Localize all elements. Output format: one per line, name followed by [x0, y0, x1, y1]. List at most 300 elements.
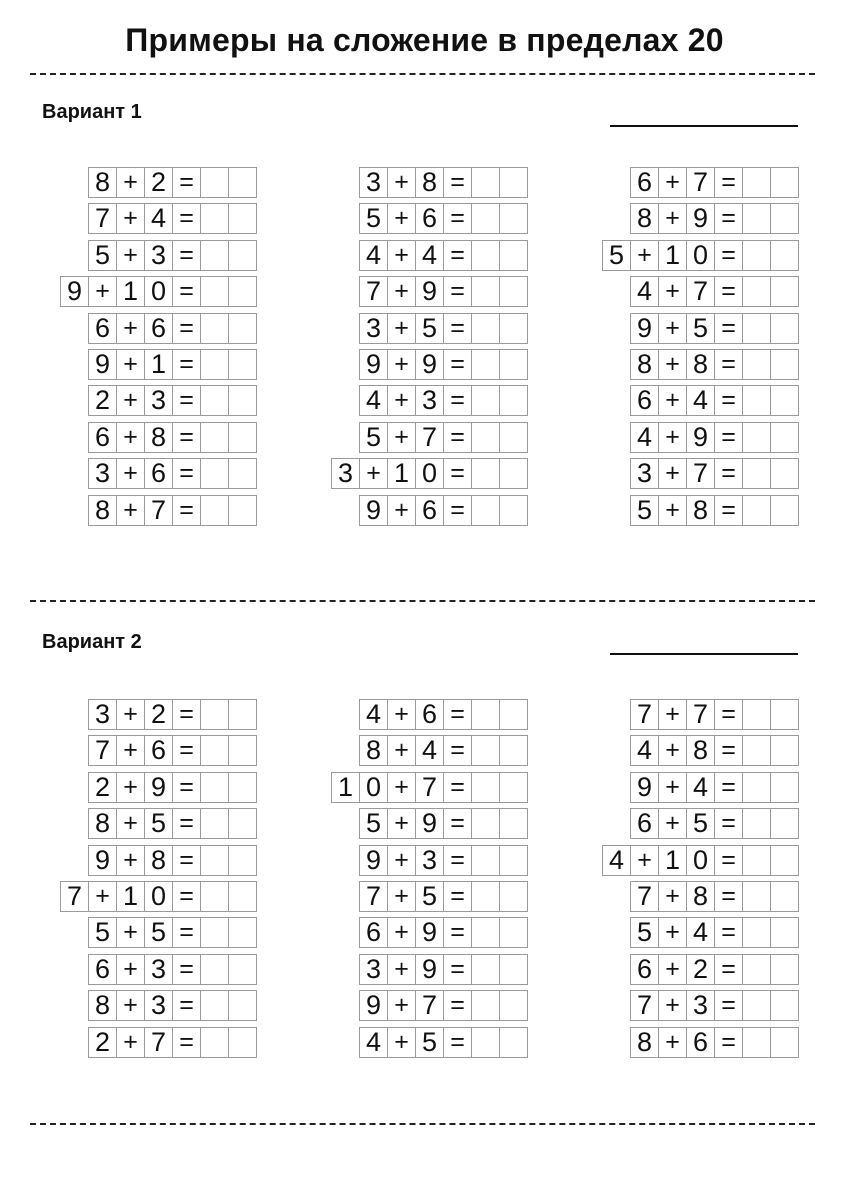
- answer-box[interactable]: [200, 735, 229, 766]
- plus-sign-cell: +: [630, 845, 659, 876]
- digit-cell: 5: [144, 917, 173, 948]
- digit-cell: 3: [144, 385, 173, 416]
- answer-box[interactable]: [200, 349, 229, 380]
- plus-sign-cell: +: [658, 917, 687, 948]
- digit-cell: 3: [359, 313, 388, 344]
- exercise-row: [630, 495, 799, 526]
- answer-box[interactable]: [471, 1027, 500, 1058]
- answer-box[interactable]: [200, 167, 229, 198]
- plus-sign-cell: +: [116, 385, 145, 416]
- equals-sign-cell: =: [172, 954, 201, 985]
- exercise-row: [359, 495, 528, 526]
- answer-box[interactable]: [471, 917, 500, 948]
- digit-cell: 2: [88, 772, 117, 803]
- digit-cell: 4: [359, 385, 388, 416]
- answer-box[interactable]: [499, 990, 528, 1021]
- exercise-row: [630, 276, 799, 307]
- answer-box[interactable]: [770, 1027, 799, 1058]
- digit-cell: 4: [359, 1027, 388, 1058]
- answer-box[interactable]: [770, 954, 799, 985]
- answer-box[interactable]: [499, 495, 528, 526]
- digit-cell: 2: [144, 699, 173, 730]
- answer-box[interactable]: [770, 349, 799, 380]
- answer-box[interactable]: [228, 881, 257, 912]
- digit-cell: 7: [630, 699, 659, 730]
- answer-box[interactable]: [228, 240, 257, 271]
- exercise-row: [359, 808, 528, 839]
- exercise-row: [60, 276, 257, 307]
- digit-cell: 4: [359, 699, 388, 730]
- digit-cell: 3: [686, 990, 715, 1021]
- digit-cell: 5: [359, 808, 388, 839]
- equals-sign-cell: =: [172, 881, 201, 912]
- answer-box[interactable]: [228, 203, 257, 234]
- answer-box[interactable]: [200, 990, 229, 1021]
- digit-cell: 3: [88, 699, 117, 730]
- plus-sign-cell: +: [658, 1027, 687, 1058]
- equals-sign-cell: =: [443, 167, 472, 198]
- answer-box[interactable]: [228, 917, 257, 948]
- answer-box[interactable]: [228, 458, 257, 489]
- equals-sign-cell: =: [172, 240, 201, 271]
- exercise-row: [359, 954, 528, 985]
- answer-box[interactable]: [770, 458, 799, 489]
- digit-cell: 5: [144, 808, 173, 839]
- answer-box[interactable]: [742, 313, 771, 344]
- equals-sign-cell: =: [443, 881, 472, 912]
- exercise-row: [359, 699, 528, 730]
- equals-sign-cell: =: [443, 845, 472, 876]
- digit-cell: 3: [144, 240, 173, 271]
- digit-cell: 6: [630, 385, 659, 416]
- exercise-row: [88, 808, 257, 839]
- exercise-row: [630, 699, 799, 730]
- equals-sign-cell: =: [443, 699, 472, 730]
- answer-box[interactable]: [228, 422, 257, 453]
- exercise-row: [630, 990, 799, 1021]
- digit-cell: 6: [415, 699, 444, 730]
- answer-box[interactable]: [499, 881, 528, 912]
- exercise-row: [88, 917, 257, 948]
- digit-cell: 7: [686, 167, 715, 198]
- answer-box[interactable]: [200, 276, 229, 307]
- answer-box[interactable]: [499, 845, 528, 876]
- equals-sign-cell: =: [172, 808, 201, 839]
- answer-box[interactable]: [770, 240, 799, 271]
- answer-box[interactable]: [228, 276, 257, 307]
- digit-cell: 7: [88, 203, 117, 234]
- digit-cell: 8: [144, 422, 173, 453]
- equals-sign-cell: =: [172, 845, 201, 876]
- answer-box[interactable]: [499, 735, 528, 766]
- equals-sign-cell: =: [172, 772, 201, 803]
- digit-cell: 4: [630, 276, 659, 307]
- plus-sign-cell: +: [658, 699, 687, 730]
- equals-sign-cell: =: [714, 808, 743, 839]
- answer-box[interactable]: [499, 917, 528, 948]
- digit-cell: 8: [630, 203, 659, 234]
- digit-cell: 2: [88, 1027, 117, 1058]
- answer-box[interactable]: [499, 203, 528, 234]
- plus-sign-cell: +: [387, 276, 416, 307]
- answer-box[interactable]: [770, 276, 799, 307]
- variant-2-label: Вариант 2: [42, 631, 142, 653]
- plus-sign-cell: +: [658, 458, 687, 489]
- answer-box[interactable]: [499, 422, 528, 453]
- digit-cell: 4: [415, 735, 444, 766]
- answer-box[interactable]: [770, 772, 799, 803]
- equals-sign-cell: =: [172, 422, 201, 453]
- answer-box[interactable]: [471, 422, 500, 453]
- plus-sign-cell: +: [116, 1027, 145, 1058]
- exercise-row: [359, 385, 528, 416]
- exercise-row: [331, 772, 528, 803]
- digit-cell: 9: [60, 276, 89, 307]
- answer-box[interactable]: [742, 881, 771, 912]
- digit-cell: 6: [359, 917, 388, 948]
- answer-box[interactable]: [770, 808, 799, 839]
- digit-cell: 5: [630, 917, 659, 948]
- digit-cell: 9: [359, 495, 388, 526]
- answer-box[interactable]: [770, 313, 799, 344]
- digit-cell: 4: [686, 917, 715, 948]
- exercise-row: [359, 1027, 528, 1058]
- digit-cell: 5: [88, 240, 117, 271]
- answer-box[interactable]: [200, 917, 229, 948]
- answer-box[interactable]: [200, 313, 229, 344]
- digit-cell: 9: [144, 772, 173, 803]
- answer-box[interactable]: [471, 772, 500, 803]
- digit-cell: 4: [415, 240, 444, 271]
- answer-box[interactable]: [742, 954, 771, 985]
- answer-box[interactable]: [228, 699, 257, 730]
- answer-box[interactable]: [471, 458, 500, 489]
- exercise-row: [630, 808, 799, 839]
- answer-box[interactable]: [200, 203, 229, 234]
- answer-box[interactable]: [499, 313, 528, 344]
- digit-cell: 3: [415, 385, 444, 416]
- answer-box[interactable]: [228, 954, 257, 985]
- plus-sign-cell: +: [658, 276, 687, 307]
- digit-cell: 2: [144, 167, 173, 198]
- answer-box[interactable]: [742, 495, 771, 526]
- answer-box[interactable]: [742, 845, 771, 876]
- plus-sign-cell: +: [387, 495, 416, 526]
- exercise-row: [630, 881, 799, 912]
- answer-box[interactable]: [228, 495, 257, 526]
- answer-box[interactable]: [742, 917, 771, 948]
- digit-cell: 8: [359, 735, 388, 766]
- answer-box[interactable]: [770, 167, 799, 198]
- answer-box[interactable]: [228, 313, 257, 344]
- digit-cell: 1: [116, 881, 145, 912]
- answer-box[interactable]: [770, 990, 799, 1021]
- digit-cell: 9: [415, 808, 444, 839]
- answer-box[interactable]: [770, 917, 799, 948]
- answer-box[interactable]: [499, 954, 528, 985]
- digit-cell: 7: [686, 458, 715, 489]
- plus-sign-cell: +: [387, 772, 416, 803]
- plus-sign-cell: +: [658, 313, 687, 344]
- answer-box[interactable]: [471, 167, 500, 198]
- answer-box[interactable]: [471, 349, 500, 380]
- equals-sign-cell: =: [714, 422, 743, 453]
- equals-sign-cell: =: [172, 917, 201, 948]
- equals-sign-cell: =: [172, 990, 201, 1021]
- answer-box[interactable]: [742, 772, 771, 803]
- equals-sign-cell: =: [172, 735, 201, 766]
- digit-cell: 4: [602, 845, 631, 876]
- answer-box[interactable]: [471, 495, 500, 526]
- plus-sign-cell: +: [387, 881, 416, 912]
- exercise-row: [359, 276, 528, 307]
- answer-box[interactable]: [499, 385, 528, 416]
- answer-box[interactable]: [742, 240, 771, 271]
- answer-box[interactable]: [742, 349, 771, 380]
- exercise-row: [630, 1027, 799, 1058]
- answer-box[interactable]: [471, 845, 500, 876]
- answer-box[interactable]: [228, 167, 257, 198]
- digit-cell: 1: [144, 349, 173, 380]
- equals-sign-cell: =: [172, 276, 201, 307]
- plus-sign-cell: +: [658, 990, 687, 1021]
- answer-box[interactable]: [200, 385, 229, 416]
- equals-sign-cell: =: [172, 385, 201, 416]
- digit-cell: 5: [415, 1027, 444, 1058]
- digit-cell: 5: [686, 313, 715, 344]
- digit-cell: 9: [359, 990, 388, 1021]
- answer-box[interactable]: [471, 954, 500, 985]
- digit-cell: 1: [658, 845, 687, 876]
- equals-sign-cell: =: [443, 458, 472, 489]
- answer-box[interactable]: [742, 990, 771, 1021]
- answer-box[interactable]: [200, 954, 229, 985]
- answer-box[interactable]: [742, 385, 771, 416]
- digit-cell: 6: [630, 954, 659, 985]
- answer-box[interactable]: [499, 458, 528, 489]
- plus-sign-cell: +: [658, 808, 687, 839]
- plus-sign-cell: +: [116, 240, 145, 271]
- digit-cell: 9: [686, 203, 715, 234]
- answer-box[interactable]: [471, 313, 500, 344]
- answer-box[interactable]: [228, 349, 257, 380]
- answer-box[interactable]: [742, 203, 771, 234]
- exercise-row: [630, 458, 799, 489]
- plus-sign-cell: +: [116, 772, 145, 803]
- plus-sign-cell: +: [387, 1027, 416, 1058]
- plus-sign-cell: +: [116, 458, 145, 489]
- plus-sign-cell: +: [359, 458, 388, 489]
- equals-sign-cell: =: [443, 917, 472, 948]
- answer-box[interactable]: [499, 240, 528, 271]
- digit-cell: 5: [415, 313, 444, 344]
- answer-box[interactable]: [200, 808, 229, 839]
- digit-cell: 9: [630, 772, 659, 803]
- digit-cell: 8: [144, 845, 173, 876]
- digit-cell: 7: [630, 881, 659, 912]
- dashed-separator-top: [30, 73, 815, 75]
- answer-box[interactable]: [770, 495, 799, 526]
- answer-box[interactable]: [200, 422, 229, 453]
- plus-sign-cell: +: [116, 495, 145, 526]
- answer-box[interactable]: [742, 1027, 771, 1058]
- digit-cell: 3: [415, 845, 444, 876]
- exercise-row: [88, 990, 257, 1021]
- plus-sign-cell: +: [116, 167, 145, 198]
- digit-cell: 7: [686, 699, 715, 730]
- exercise-row: [359, 349, 528, 380]
- answer-box[interactable]: [200, 1027, 229, 1058]
- equals-sign-cell: =: [172, 313, 201, 344]
- answer-box[interactable]: [742, 808, 771, 839]
- digit-cell: 6: [686, 1027, 715, 1058]
- digit-cell: 6: [88, 313, 117, 344]
- exercise-row: [359, 240, 528, 271]
- answer-box[interactable]: [228, 735, 257, 766]
- equals-sign-cell: =: [443, 990, 472, 1021]
- exercise-row: [88, 1027, 257, 1058]
- digit-cell: 8: [686, 881, 715, 912]
- answer-box[interactable]: [742, 276, 771, 307]
- answer-box[interactable]: [200, 845, 229, 876]
- exercise-row: [331, 458, 528, 489]
- exercise-row: [359, 917, 528, 948]
- answer-box[interactable]: [770, 699, 799, 730]
- digit-cell: 8: [415, 167, 444, 198]
- plus-sign-cell: +: [116, 422, 145, 453]
- equals-sign-cell: =: [714, 240, 743, 271]
- plus-sign-cell: +: [387, 735, 416, 766]
- plus-sign-cell: +: [387, 954, 416, 985]
- answer-box[interactable]: [499, 772, 528, 803]
- answer-box[interactable]: [471, 203, 500, 234]
- answer-box[interactable]: [770, 422, 799, 453]
- answer-box[interactable]: [200, 495, 229, 526]
- answer-box[interactable]: [499, 167, 528, 198]
- digit-cell: 4: [144, 203, 173, 234]
- answer-box[interactable]: [228, 385, 257, 416]
- answer-box[interactable]: [471, 735, 500, 766]
- answer-box[interactable]: [770, 845, 799, 876]
- answer-box[interactable]: [228, 808, 257, 839]
- plus-sign-cell: +: [387, 385, 416, 416]
- digit-cell: 9: [630, 313, 659, 344]
- digit-cell: 7: [88, 735, 117, 766]
- answer-box[interactable]: [499, 808, 528, 839]
- digit-cell: 8: [88, 990, 117, 1021]
- answer-box[interactable]: [471, 276, 500, 307]
- answer-box[interactable]: [200, 881, 229, 912]
- plus-sign-cell: +: [387, 917, 416, 948]
- equals-sign-cell: =: [443, 772, 472, 803]
- equals-sign-cell: =: [714, 772, 743, 803]
- exercise-row: [359, 167, 528, 198]
- answer-box[interactable]: [228, 990, 257, 1021]
- plus-sign-cell: +: [116, 313, 145, 344]
- equals-sign-cell: =: [443, 276, 472, 307]
- equals-sign-cell: =: [443, 313, 472, 344]
- answer-box[interactable]: [770, 735, 799, 766]
- digit-cell: 4: [630, 422, 659, 453]
- page-title: Примеры на сложение в пределах 20: [125, 22, 724, 58]
- digit-cell: 8: [88, 495, 117, 526]
- exercise-row: [359, 735, 528, 766]
- equals-sign-cell: =: [714, 276, 743, 307]
- plus-sign-cell: +: [658, 167, 687, 198]
- exercise-row: [88, 167, 257, 198]
- equals-sign-cell: =: [714, 385, 743, 416]
- dashed-separator-middle: [30, 600, 815, 602]
- answer-box[interactable]: [471, 240, 500, 271]
- answer-box[interactable]: [742, 699, 771, 730]
- exercise-row: [630, 203, 799, 234]
- answer-box[interactable]: [471, 990, 500, 1021]
- answer-box[interactable]: [742, 458, 771, 489]
- answer-box[interactable]: [471, 385, 500, 416]
- answer-box[interactable]: [228, 772, 257, 803]
- answer-box[interactable]: [770, 385, 799, 416]
- digit-cell: 1: [116, 276, 145, 307]
- answer-box[interactable]: [742, 422, 771, 453]
- answer-box[interactable]: [200, 772, 229, 803]
- answer-box[interactable]: [471, 699, 500, 730]
- digit-cell: 9: [415, 349, 444, 380]
- plus-sign-cell: +: [116, 203, 145, 234]
- digit-cell: 8: [88, 808, 117, 839]
- exercise-row: [359, 845, 528, 876]
- exercise-row: [602, 845, 799, 876]
- answer-box[interactable]: [742, 167, 771, 198]
- equals-sign-cell: =: [172, 495, 201, 526]
- dashed-separator-bottom: [30, 1123, 815, 1125]
- answer-box[interactable]: [200, 458, 229, 489]
- answer-box[interactable]: [499, 1027, 528, 1058]
- equals-sign-cell: =: [714, 203, 743, 234]
- exercise-row: [88, 313, 257, 344]
- answer-box[interactable]: [200, 699, 229, 730]
- digit-cell: 8: [630, 1027, 659, 1058]
- answer-box[interactable]: [499, 349, 528, 380]
- answer-box[interactable]: [770, 881, 799, 912]
- answer-box[interactable]: [228, 845, 257, 876]
- digit-cell: 0: [359, 772, 388, 803]
- exercise-row: [630, 349, 799, 380]
- exercise-row: [630, 422, 799, 453]
- digit-cell: 8: [686, 349, 715, 380]
- digit-cell: 9: [359, 349, 388, 380]
- equals-sign-cell: =: [443, 422, 472, 453]
- plus-sign-cell: +: [116, 954, 145, 985]
- answer-box[interactable]: [228, 1027, 257, 1058]
- digit-cell: 7: [415, 990, 444, 1021]
- digit-cell: 5: [602, 240, 631, 271]
- digit-cell: 7: [144, 1027, 173, 1058]
- answer-box[interactable]: [770, 203, 799, 234]
- answer-box[interactable]: [471, 808, 500, 839]
- answer-box[interactable]: [471, 881, 500, 912]
- variant-2-name-line[interactable]: [610, 653, 798, 655]
- variant-1-name-line[interactable]: [610, 125, 798, 127]
- answer-box[interactable]: [742, 735, 771, 766]
- answer-box[interactable]: [499, 699, 528, 730]
- digit-cell: 3: [331, 458, 360, 489]
- equals-sign-cell: =: [443, 735, 472, 766]
- answer-box[interactable]: [499, 276, 528, 307]
- digit-cell: 6: [630, 167, 659, 198]
- equals-sign-cell: =: [714, 735, 743, 766]
- answer-box[interactable]: [200, 240, 229, 271]
- digit-cell: 7: [359, 276, 388, 307]
